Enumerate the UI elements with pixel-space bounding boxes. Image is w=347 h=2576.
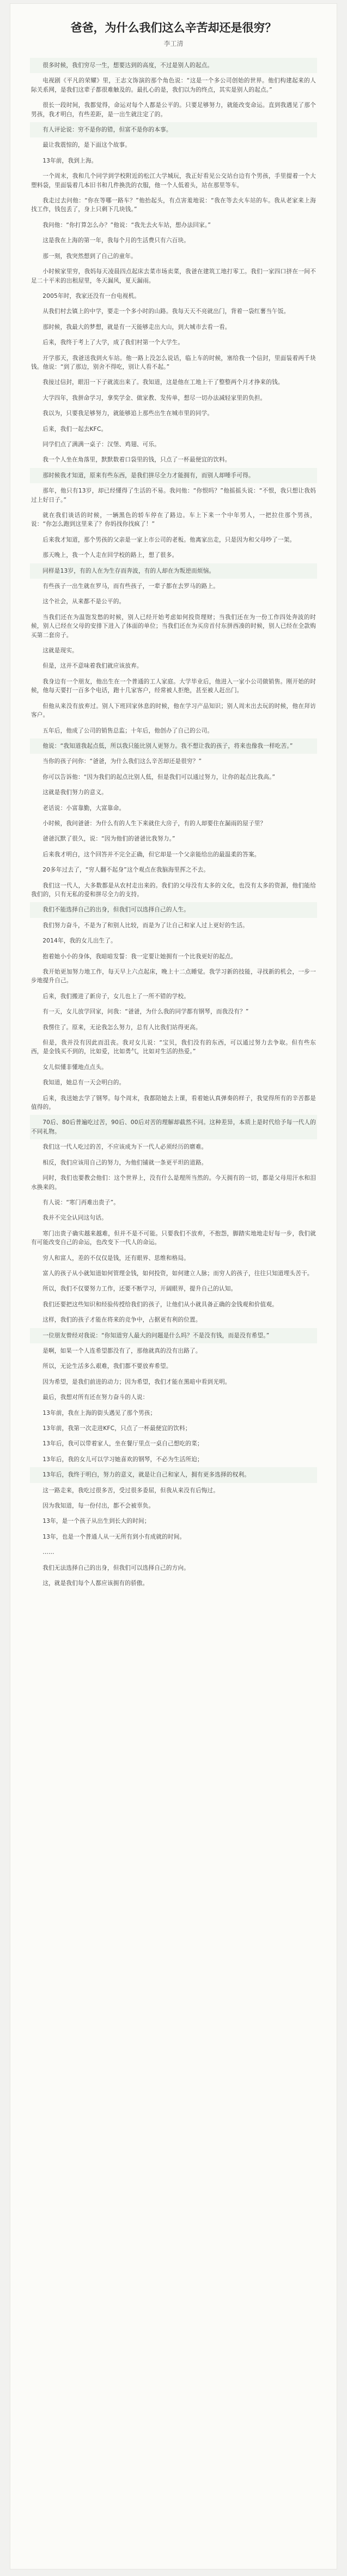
paragraph-row: [30, 1374, 317, 1390]
paragraph-row: [30, 98, 317, 122]
paragraph-row: [30, 1421, 317, 1436]
paragraph-row: [30, 264, 317, 289]
paragraph-row: [30, 169, 317, 193]
paragraph-row: [30, 902, 317, 917]
paragraph-row: [30, 1529, 317, 1545]
paragraph-row: [30, 1004, 317, 1019]
paragraph-row: [30, 335, 317, 350]
paragraph-row: [30, 289, 317, 304]
paragraph-text: 但他从来没有放弃过。别人下班回家休息的时候，他在学习产品知识；别人周末出去玩的时候，他在拜访客户。: [31, 702, 316, 719]
paragraph-row: [30, 579, 317, 594]
paragraph-row: [30, 233, 317, 248]
paragraph-text: 我接过信封，眼泪一下子就流出来了。我知道，这是他在工地上干了整整两个月才挣来的钱。: [42, 379, 284, 386]
paragraph-row: [30, 193, 317, 218]
paragraph-text: 13年后，我的女儿可以学习她喜欢的钢琴，不必为生活所迫；: [42, 1456, 203, 1463]
paragraph-text: 13年前，我第一次走进KFC，只点了一杯最便宜的饮料；: [42, 1425, 191, 1432]
paragraph-row: [30, 468, 317, 483]
paragraph-row: [30, 58, 317, 73]
paragraph-text: 2005年时，我家还没有一台电视机。: [42, 292, 141, 299]
paragraph-row: [30, 153, 317, 169]
paragraph-row: [30, 320, 317, 335]
paragraph-row: [30, 304, 317, 319]
paragraph-row: [30, 658, 317, 674]
paragraph-row: [30, 1312, 317, 1328]
paragraph-text: 13年后，我可以带着家人，坐在餐厅里点一桌自己想吃的菜；: [42, 1440, 203, 1448]
paragraph-row: [30, 738, 317, 754]
paragraph-text: 后来，我们一起去KFC。: [42, 425, 107, 433]
paragraph-row: [30, 918, 317, 933]
paragraph-text: 我以为，只要我足够努力，就能够追上那些出生在城市里的同学。: [42, 410, 214, 417]
paragraph-row: [30, 137, 317, 153]
paragraph-text: 你可以告诉他：“因为我们的起点比别人低，但是我们可以通过努力，让你的起点比我高。”: [42, 773, 276, 780]
paragraph-text: 那天晚上，我一个人走在回学校的路上，想了很多。: [42, 552, 178, 559]
paragraph-text: 因为希望，是我们前进的动力；因为希望，我们才能在黑暗中看到光明。: [42, 1378, 231, 1385]
paragraph-text: 大学四年，我拼命学习，拿奖学金、做家教、发传单，想尽一切办法减轻家里的负担。: [42, 394, 266, 401]
paragraph-text: 有人说：“寒门再难出贵子”。: [42, 1199, 120, 1206]
paragraph-text: 因为我知道，每一份付出，都不会被辜负。: [42, 1503, 155, 1510]
paragraph-text: 那年，他只有13岁，却已经懂得了生活的不易。我问他：“你恨吗？”他摇摇头说：“不恨，我只想让我妈过上好日子。”: [31, 488, 316, 503]
paragraph-text: 所以，我们不仅要努力工作，还要不断学习，开阔眼界，提升自己的认知。: [42, 1286, 237, 1293]
paragraph-row: [30, 1483, 317, 1498]
paragraph-text: 最让我震惊的，是下面这个故事。: [42, 142, 131, 149]
paragraph-row: [30, 594, 317, 609]
paragraph-text: 很长一段时间，我都觉得，命运对每个人都是公平的。只要足够努力，就能改变命运。直到我遇见了那个男孩，我才明白，有些差距，是一出生就注定了的。: [31, 102, 316, 118]
paragraph-row: [30, 1514, 317, 1529]
paragraph-text: 是啊，如果一个人连希望都没有了，那他就真的没有出路了。: [42, 1347, 202, 1354]
paragraph-row: [30, 73, 317, 98]
paragraph-row: [30, 801, 317, 816]
paragraph-row: [30, 375, 317, 390]
paragraph-row: [30, 1343, 317, 1359]
paragraph-row: [30, 249, 317, 264]
paragraph-text: 那一刻，我突然想到了自己的童年。: [42, 253, 137, 260]
paragraph-text: 相反，我们应该用自己的努力，为他们铺就一条更平坦的道路。: [42, 1159, 208, 1166]
paragraph-row: [30, 770, 317, 785]
paragraph-row: [30, 1297, 317, 1312]
paragraph-row: [30, 1060, 317, 1075]
article-title: 爸爸，为什么我们这么辛苦却还是很穷？: [70, 21, 277, 34]
paragraph-text: 我们不能选择自己的出身，但我们可以选择自己的人生。: [42, 906, 190, 914]
paragraph-row: [30, 862, 317, 878]
paragraph-text: 老话说：小富靠勤，大富靠命。: [42, 804, 125, 812]
paragraph-text: 后来，我送她去学了钢琴。每个周末，我都陪她去上课，看着她认真弹奏的样子，我觉得所有的辛苦都是值得的。: [31, 1095, 316, 1111]
paragraph-text: 同时，我们也要教会他们：这个世界上，没有什么是理所当然的。今天拥有的一切，都是父母用汗水和泪水换来的。: [31, 1175, 316, 1191]
paragraph-text: 我们还要把这些知识和经验传授给我们的孩子，让他们从小就具备正确的金钱观和价值观。: [42, 1301, 278, 1308]
paragraph-row: [30, 1281, 317, 1296]
paragraph-text: 13年前，我到上海。: [42, 157, 98, 164]
paragraph-text: 我开始更加努力地工作，每天早上六点起床，晚上十二点睡觉。我学习新的技能，寻找新的机会，一步一步地提升自己。: [31, 969, 316, 984]
paragraph-row: [30, 1195, 317, 1210]
paragraph-row: [30, 878, 317, 903]
paragraph-row: [30, 548, 317, 563]
paragraph-row: [30, 406, 317, 421]
paragraph-row: [30, 483, 317, 508]
paragraph-text: 小时候，我问爸爸：为什么有的人生下来就住大房子，有的人却要住在漏雨的屋子里？: [42, 820, 266, 827]
paragraph-text: 我们这一代人，大多数都是从农村走出来的。我们的父母没有太多的文化，也没有太多的资源，他们能给我们的，只有无私的爱和拼尽全力的支持。: [31, 882, 316, 898]
paragraph-text: 一位朋友曾经对我说：“你知道穷人最大的问题是什么吗？不是没有钱，而是没有希望。”: [42, 1332, 270, 1339]
paragraph-row: [30, 1560, 317, 1576]
paragraph-text: 2014年，我的女儿出生了。: [42, 938, 117, 945]
paragraph-row: [30, 563, 317, 579]
paragraph-text: 我走过去问他：“你在等哪一路车？”他抬起头，有点害羞地说：“我在等去火车站的车。我从老家来上海找工作，钱包丢了，身上只剩下几块钱。”: [31, 197, 316, 213]
paragraph-text: 这样，我们的孩子才能在将来的竞争中，占据更有利的位置。: [42, 1317, 202, 1324]
paragraph-text: 我愣住了。原来，无论我怎么努力，总有人比我们站得更高。: [42, 1024, 202, 1031]
paragraph-row: [30, 351, 317, 375]
paragraph-row: [30, 1406, 317, 1421]
paragraph-row: [30, 218, 317, 233]
paragraph-text: 我们无法选择自己的出身，但我们可以选择自己的方向。: [42, 1564, 190, 1571]
paragraph-row: [30, 1576, 317, 1591]
paragraph-text: 这是我在上海的第一年，我每个月的生活费只有六百块。: [42, 237, 190, 244]
paragraph-text: 五年后，他成了公司的销售总监；十年后，他创办了自己的公司。: [42, 727, 214, 734]
paragraph-text: 70后、80后普遍吃过苦，90后、00后对苦的理解却截然不同。这种差异，本质上是时代给予每一代人的不同礼物。: [31, 1119, 316, 1135]
paragraph-row: [30, 831, 317, 846]
paragraph-text: 爸爸沉默了很久，说：“因为他们的爸爸比我努力。”: [42, 836, 175, 843]
paragraph-row: [30, 452, 317, 467]
paragraph-text: 我们这一代人吃过的苦，不应该成为下一代人必须经历的磨难。: [42, 1144, 208, 1151]
article-sheet: [10, 3, 337, 2569]
paragraph-text: 那时候我才知道，原来有些东西，是我们拼尽全力才能拥有，而别人却唾手可得。: [42, 472, 254, 479]
paragraph-row: [30, 989, 317, 1004]
paragraph-text: ……: [42, 1549, 54, 1556]
paragraph-text: 我身边有一个朋友，他出生在一个普通的工人家庭。大学毕业后，他进入一家小公司做销售。刚开始的时候，他每天要打一百多个电话，跑十几家客户，经常被人拒绝，甚至被人赶出门。: [31, 678, 316, 694]
paragraph-text: 开学那天，我爸送我到火车站。他一路上没怎么说话，临上车的时候，塞给我一个信封，里面装着两千块钱。他说：“到了那边，别舍不得吃，别让人看不起。”: [31, 355, 316, 370]
paragraph-text: 13年后，我终于明白，努力的意义，就是让自己和家人，拥有更多选择的权利。: [42, 1472, 251, 1479]
paragraph-text: 这个社会，从来都不是公平的。: [42, 598, 125, 605]
paragraph-text: 富人的孩子从小就知道如何管理金钱，如何投资，如何建立人脉；而穷人的孩子，往往只知道埋头苦干。: [42, 1270, 313, 1277]
paragraph-text: 我知道，她总有一天会明白的。: [42, 1079, 125, 1086]
paragraph-text: 这一路走来，我吃过很多苦，受过很多委屈，但我从来没有后悔过。: [42, 1487, 219, 1494]
paragraph-text: 当我们还在为温饱发愁的时候，别人已经开始考虑如何投资理财；当我们还在为一份工作四处奔波的时候，别人已经在父母的安排下进入了体面的单位；当我们还在为买房首付东拼西凑的时候，别人已经在全款购买第二套房子。: [31, 614, 316, 639]
paragraph-row: [30, 699, 317, 723]
paragraph-text: 13年，是一个孩子从出生到长大的时间；: [42, 1518, 150, 1525]
paragraph-text: 后来我才知道，那个男孩的父亲是一家上市公司的老板。他离家出走，只是因为和父母吵了一架。: [42, 536, 296, 543]
paragraph-text: 从我们村去镇上的中学，要走一个多小时的山路。我每天天不亮就出门，背着一袋红薯当午饭。: [42, 308, 290, 315]
paragraph-row: [30, 1251, 317, 1266]
article-author: 李工清: [163, 40, 184, 47]
paragraph-row: [30, 785, 317, 800]
paragraph-row: [30, 1210, 317, 1226]
paragraph-text: 但是，这并不意味着我们就应该放弃。: [42, 663, 143, 670]
paragraph-text: 后来，我终于考上了大学，成了我们村第一个大学生。: [42, 339, 184, 346]
paragraph-row: [30, 610, 317, 643]
paragraph-text: 一个周末，我和几个同学到学校附近的松江大学城玩，我正好看见公交站台边有个男孩，手里提着一个大塑料袋，里面装着几本旧书和几件换洗的衣服，他一个人低着头，站在那里等车。: [31, 173, 316, 189]
paragraph-text: 最后，我想对所有还在努力奋斗的人说：: [42, 1394, 149, 1401]
paragraph-text: 同学们点了满满一桌子：汉堡、鸡翅、可乐。: [42, 441, 161, 448]
paragraph-row: [30, 1266, 317, 1281]
paragraph-text: 这，就是我们每个人都应该拥有的骄傲。: [42, 1580, 149, 1587]
paragraph-row: [30, 437, 317, 452]
paragraph-row: [30, 422, 317, 437]
paragraph-row: [30, 1075, 317, 1090]
paragraph-row: [30, 1359, 317, 1374]
paragraph-text: 这就是现实。: [42, 647, 78, 654]
paragraph-text: 有人评论说：穷不是你的错，但富不是你的本事。: [42, 127, 172, 134]
paragraph-text: 他说：“我知道我起点低，所以我只能比别人更努力。我不想让我的孩子，将来也像我一样吃苦。”: [42, 742, 293, 749]
paragraph-text: 13年前，我在上海的街头遇见了那个男孩；: [42, 1409, 156, 1416]
paragraph-row: [30, 532, 317, 548]
paragraph-text: 后来，我们搬进了新房子，女儿也上了一所不错的学校。: [42, 993, 190, 1000]
paragraph-row: [30, 754, 317, 769]
paragraph-row: [30, 674, 317, 699]
paragraph-row: [30, 1390, 317, 1405]
paragraph-row: [30, 391, 317, 406]
paragraph-row: [30, 1020, 317, 1035]
paragraph-row: [30, 508, 317, 532]
paragraph-row: [30, 933, 317, 948]
paragraph-text: 有些孩子一出生就在罗马，而有些孩子，一辈子都在去罗马的路上。: [42, 583, 219, 590]
paragraph-text: 就在我们谈话的时候，一辆黑色的轿车停在了路边。车上下来一个中年男人，一把拉住那个男孩，说：“你怎么跑到这里来了？你妈找你找疯了！”: [31, 512, 316, 528]
paragraph-row: [30, 1545, 317, 1560]
paragraph-text: 我一个人坐在角落里，默默数着口袋里的钱，只点了一杯最便宜的饮料。: [42, 457, 231, 464]
paragraph-text: 但是，我并没有因此而沮丧。我对女儿说：“宝贝，我们没有的东西，可以通过努力去争取。但有些东西，是金钱买不到的，比如爱，比如勇气，比如对生活的热爱。”: [31, 1040, 316, 1055]
paragraph-text: 20多年过去了，“穷人翻不起身”这个观点在我脑海里挥之不去。: [42, 867, 210, 874]
paragraph-row: [30, 1498, 317, 1514]
paragraph-text: 女儿似懂非懂地点点头。: [42, 1064, 107, 1071]
paragraph-text: 电视剧《平凡的荣耀》里，王志文饰演的那个角色说：“这是一个多公司创始的世界。他们构建起来的人际关系网，是我们这辈子都很难触及的。最扎心的是，我们以为的终点，其实是别人的起点。”: [31, 77, 316, 93]
paragraph-row: [30, 1328, 317, 1343]
paragraph-row: [30, 1091, 317, 1115]
paragraph-text: 后来我才明白，这个回答并不完全正确，但它却是一个父亲能给出的最温柔的答案。: [42, 851, 260, 858]
paragraph-text: 我并不完全认同这句话。: [42, 1215, 107, 1222]
paragraph-row: [30, 847, 317, 862]
paragraph-row: [30, 816, 317, 831]
paragraph-text: 13年，也是一个普通人从一无所有到小有成就的时间。: [42, 1533, 186, 1540]
paragraph-row: [30, 1155, 317, 1170]
paragraph-row: [30, 949, 317, 964]
paragraph-row: [30, 122, 317, 137]
paragraph-text: 所以，无论生活多么艰难，我们都不要放弃希望。: [42, 1363, 172, 1370]
paragraph-row: [30, 1452, 317, 1467]
paragraph-text: 小时候家里穷，我妈每天凌晨四点起床去菜市场卖菜，我爸在建筑工地打零工。我们一家四口挤在一间不足二十平米的出租屋里，冬天漏风，夏天漏雨。: [31, 268, 316, 284]
paragraph-row: [30, 1467, 317, 1482]
paragraph-text: 穷人和富人，差的不仅仅是钱，还有眼界、思维和格局。: [42, 1254, 190, 1262]
paragraph-row: [30, 1226, 317, 1251]
paragraph-text: 寒门出贵子确实越来越难，但并不是不可能。只要我们不放弃，不抱怨，脚踏实地地走好每一步，我们就有可能改变自己的命运，也改变下一代人的命运。: [31, 1230, 316, 1246]
paragraph-row: [30, 964, 317, 989]
paragraph-text: 当你的孩子问你：“爸爸，为什么我们这么辛苦却还是很穷？”: [42, 758, 202, 765]
article-body: [30, 58, 317, 1591]
paragraph-text: 抱着她小小的身体，我暗暗发誓：我一定要让她拥有一个比我更好的起点。: [42, 953, 237, 960]
paragraph-row: [30, 723, 317, 738]
paragraph-row: [30, 643, 317, 658]
paragraph-text: 这就是我们努力的意义。: [42, 789, 107, 796]
paragraph-text: 我们努力奋斗，不是为了和别人比较，而是为了让自己和家人过上更好的生活。: [42, 922, 248, 929]
paragraph-text: 同样是13岁，有的人在为生存而奔波，有的人却在为叛逆而烦恼。: [42, 567, 215, 574]
paragraph-row: [30, 1139, 317, 1155]
paragraph-row: [30, 1035, 317, 1060]
paragraph-row: [30, 1115, 317, 1139]
paragraph-text: 很多时候，我们穷尽一生，想要达到的高度，不过是别人的起点。: [42, 62, 214, 69]
paragraph-row: [30, 1436, 317, 1451]
paragraph-text: 那时候，我最大的梦想，就是有一天能够走出大山，到大城市去看一看。: [42, 323, 231, 331]
paragraph-row: [30, 1170, 317, 1195]
paragraph-text: 我问他：“你打算怎么办？”他说：“我先去火车站，想办法回家。”: [42, 221, 211, 229]
paragraph-text: 有一天，女儿放学回家，问我：“爸爸，为什么我的同学都有钢琴，而我没有？”: [42, 1008, 249, 1016]
